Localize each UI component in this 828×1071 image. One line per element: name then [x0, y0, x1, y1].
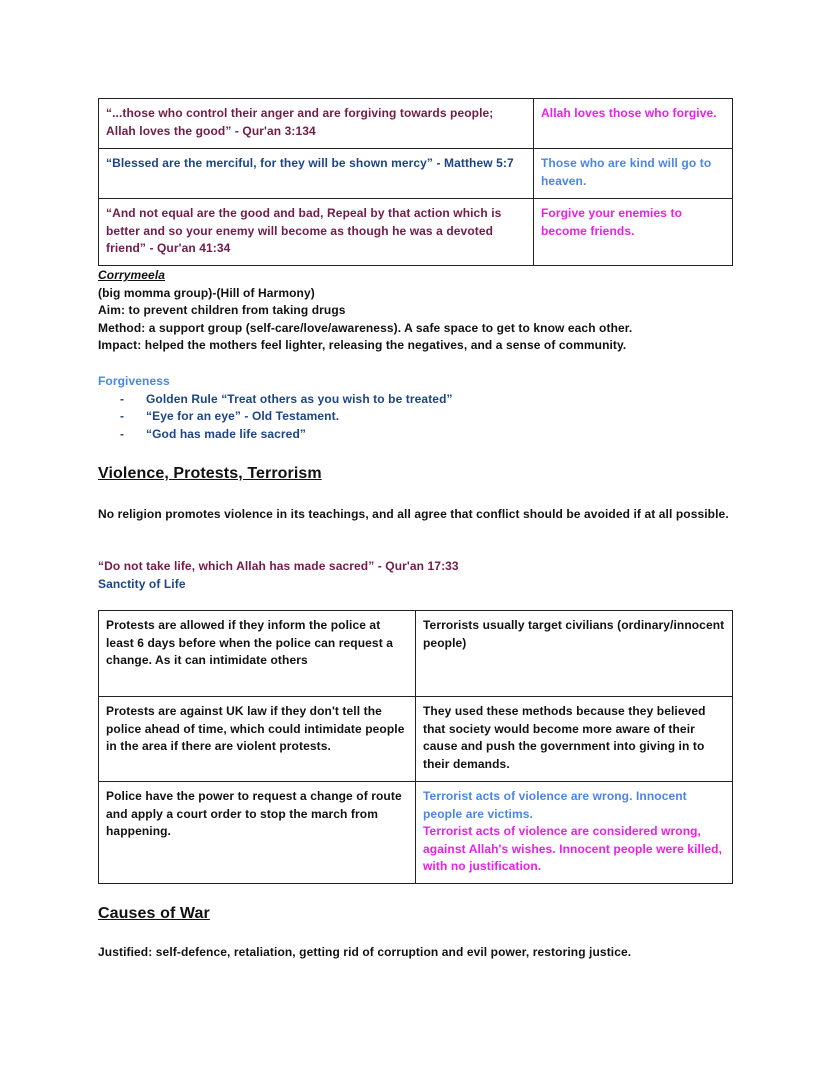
- corrymeela-line: (big momma group)-(Hill of Harmony): [98, 285, 315, 300]
- corrymeela-impact: Impact: helped the mothers feel lighter, releasing the negatives, and a sense of community.: [98, 338, 627, 353]
- corrymeela-section: [98, 267, 632, 355]
- islamic-view: Terrorist acts of violence are considered wrong, against Allah's wishes. Innocent people were killed, with no justification.: [423, 824, 723, 873]
- table-row: [99, 199, 733, 266]
- forgiveness-title: Forgiveness: [98, 374, 170, 388]
- list-item: - “God has made life sacred”: [98, 426, 738, 444]
- causes-heading: Causes of War: [98, 905, 210, 922]
- quote-cell: “...those who control their anger and are forgiving towards people; Allah loves the good” - Qur'an 3:134: [99, 99, 534, 149]
- table-row: [99, 697, 733, 782]
- violence-heading: Violence, Protests, Terrorism: [98, 465, 322, 482]
- quote-cell: “And not equal are the good and bad, Repeal by that action which is better and so your enemy will become as though he was a devoted friend” - Qur'an 41:34: [99, 199, 534, 266]
- meaning-cell: Those who are kind will go to heaven.: [534, 149, 733, 199]
- table-row: [99, 149, 733, 199]
- corrymeela-method: Method: a support group (self-care/love/awareness). A safe space to get to know each other.: [98, 320, 633, 335]
- table-row: [99, 611, 733, 697]
- quote-table: [98, 98, 733, 266]
- list-item: - “Eye for an eye” - Old Testament.: [98, 408, 738, 426]
- violence-paragraph: No religion promotes violence in its teachings, and all agree that conflict should be avoided if at all possible.: [98, 507, 729, 521]
- terrorism-cell: They used these methods because they believed that society would become more aware of their cause and push the government into giving in to their demands.: [416, 697, 733, 782]
- justified-causes: Justified: self-defence, retaliation, getting rid of corruption and evil power, restoring justice.: [98, 945, 632, 959]
- protest-cell: Protests are against UK law if they don't tell the police ahead of time, which could intimidate people in the area if there are violent protests.: [99, 697, 416, 782]
- protest-cell: Police have the power to request a change of route and apply a court order to stop the march from happening.: [99, 782, 416, 884]
- table-row: [99, 782, 733, 884]
- corrymeela-aim: Aim: to prevent children from taking drugs: [98, 303, 346, 318]
- forgiveness-list: [98, 391, 738, 444]
- sanctity-of-life: Sanctity of Life: [98, 577, 186, 591]
- protest-table: [98, 610, 733, 884]
- corrymeela-title: Corrymeela: [98, 268, 166, 282]
- protest-cell: Protests are allowed if they inform the police at least 6 days before when the police can request a change. As it can intimidate others: [99, 611, 416, 697]
- terrorism-cell: Terrorists usually target civilians (ordinary/innocent people): [416, 611, 733, 697]
- table-row: [99, 99, 733, 149]
- terrorism-cell: [416, 782, 733, 884]
- quran-quote: “Do not take life, which Allah has made sacred” - Qur'an 17:33: [98, 559, 459, 573]
- list-item: - Golden Rule “Treat others as you wish to be treated”: [98, 391, 738, 409]
- christian-view: Terrorist acts of violence are wrong. Innocent people are victims.: [423, 789, 687, 821]
- meaning-cell: Forgive your enemies to become friends.: [534, 199, 733, 266]
- forgiveness-section: [98, 373, 738, 444]
- quote-cell: “Blessed are the merciful, for they will be shown mercy” - Matthew 5:7: [99, 149, 534, 199]
- meaning-cell: Allah loves those who forgive.: [534, 99, 733, 149]
